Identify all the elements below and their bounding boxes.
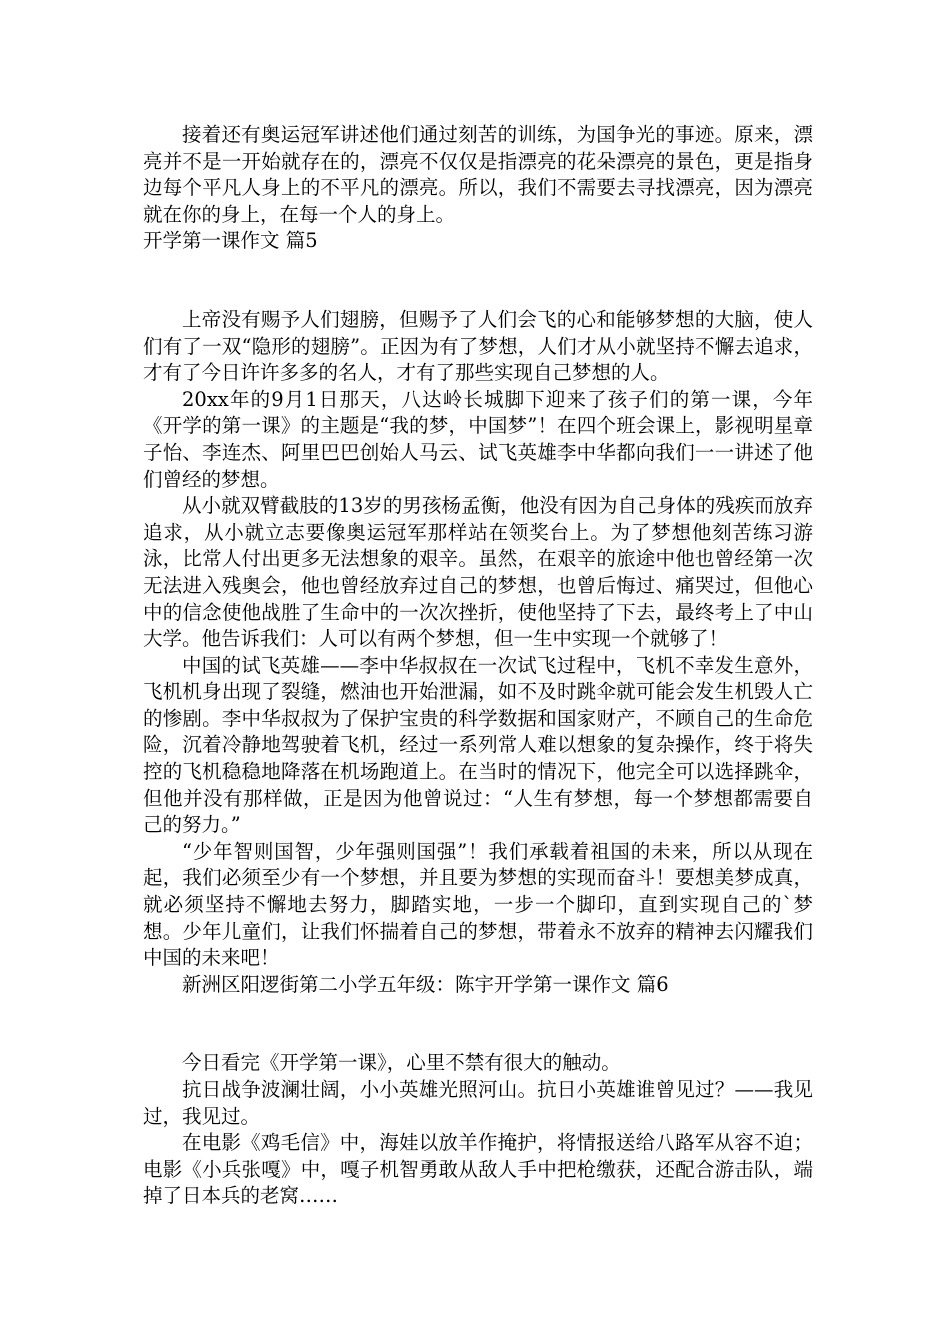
- paragraph-anti-japanese-heroes: 抗日战争波澜壮阔，小小英雄光照河山。抗日小英雄谁曾见过？——我见过，我见过。: [143, 1078, 813, 1128]
- essay-heading-6: 新洲区阳逻街第二小学五年级：陈宇开学第一课作文 篇6: [182, 972, 669, 996]
- paragraph-movies: 在电影《鸡毛信》中，海娃以放羊作掩护，将情报送给八路军从容不迫；电影《小兵张嘎》中，嘎子机智勇敢从敌人手中把枪缴获，还配合游击队，端掉了日本兵的老窝……: [143, 1131, 813, 1208]
- paragraph-watched-lesson: 今日看完《开学第一课》，心里不禁有很大的触动。: [182, 1051, 621, 1075]
- document-page: [143, 122, 813, 1210]
- spacer: [143, 255, 813, 307]
- paragraph-li-zhonghua: 中国的试飞英雄——李中华叔叔在一次试飞过程中，飞机不幸发生意外，飞机机身出现了裂缝，燃油也开始泄漏，如不及时跳伞就可能会发生机毁人亡的惨剧。李中华叔叔为了保护宝贵的科学数据和国家财产，不顾自己的生命危险，沉着冷静地驾驶着飞机，经过一系列常人难以想象的复杂操作，终于将失控的飞机稳稳地降落在机场跑道上。在当时的情况下，他完全可以选择跳伞，但他并没有那样做，正是因为他曾说过：“人生有梦想，每一个梦想都需要自己的努力。”: [143, 653, 813, 837]
- paragraph-olympic-champions: 接着还有奥运冠军讲述他们通过刻苦的训练，为国争光的事迹。原来，漂亮并不是一开始就存在的，漂亮不仅仅是指漂亮的花朵漂亮的景色，更是指身边每个平凡人身上的不平凡的漂亮。所以，我们不需要去寻找漂亮，因为漂亮就在你的身上，在每一个人的身上。: [143, 123, 813, 226]
- paragraph-wings: 上帝没有赐予人们翅膀，但赐予了人们会飞的心和能够梦想的大脑，使人们有了一双“隐形的翅膀”。正因为有了梦想，人们才从小就坚持不懈去追求，才有了今日许许多多的名人，才有了那些实现自己梦想的人。: [143, 307, 813, 385]
- paragraph-first-lesson-theme: 20xx年的9月1日那天，八达岭长城脚下迎来了孩子们的第一课，今年《开学的第一课》的主题是“我的梦，中国梦”！在四个班会课上，影视明星章子怡、李连杰、阿里巴巴创始人马云、试飞英雄李中华都向我们一一讲述了他们曾经的梦想。: [143, 387, 813, 491]
- essay-heading-5: 开学第一课作文 篇5: [143, 229, 318, 253]
- paragraph-young-dreams: “少年智则国智，少年强则国强”！我们承载着祖国的未来，所以从现在起，我们必须至少有一个梦想，并且要为梦想的实现而奋斗！要想美梦成真，就必须坚持不懈地去努力，脚踏实地，一步一个脚印，直到实现自己的`梦想。少年儿童们，让我们怀揣着自己的梦想，带着永不放弃的精神去闪耀我们中国的未来吧！: [143, 839, 813, 970]
- paragraph-yang-mengheng: 从小就双臂截肢的13岁的男孩杨孟衡，他没有因为自己身体的残疾而放弃追求，从小就立志要像奥运冠军那样站在领奖台上。为了梦想他刻苦练习游泳，比常人付出更多无法想象的艰辛。虽然，在艰辛的旅途中他也曾经第一次无法进入残奥会，他也曾经放弃过自己的梦想，也曾后悔过、痛哭过，但他心中的信念使他战胜了生命中的一次次挫折，使他坚持了下去，最终考上了中山大学。他告诉我们：人可以有两个梦想，但一生中实现一个就够了！: [143, 494, 813, 651]
- spacer: [143, 998, 813, 1050]
